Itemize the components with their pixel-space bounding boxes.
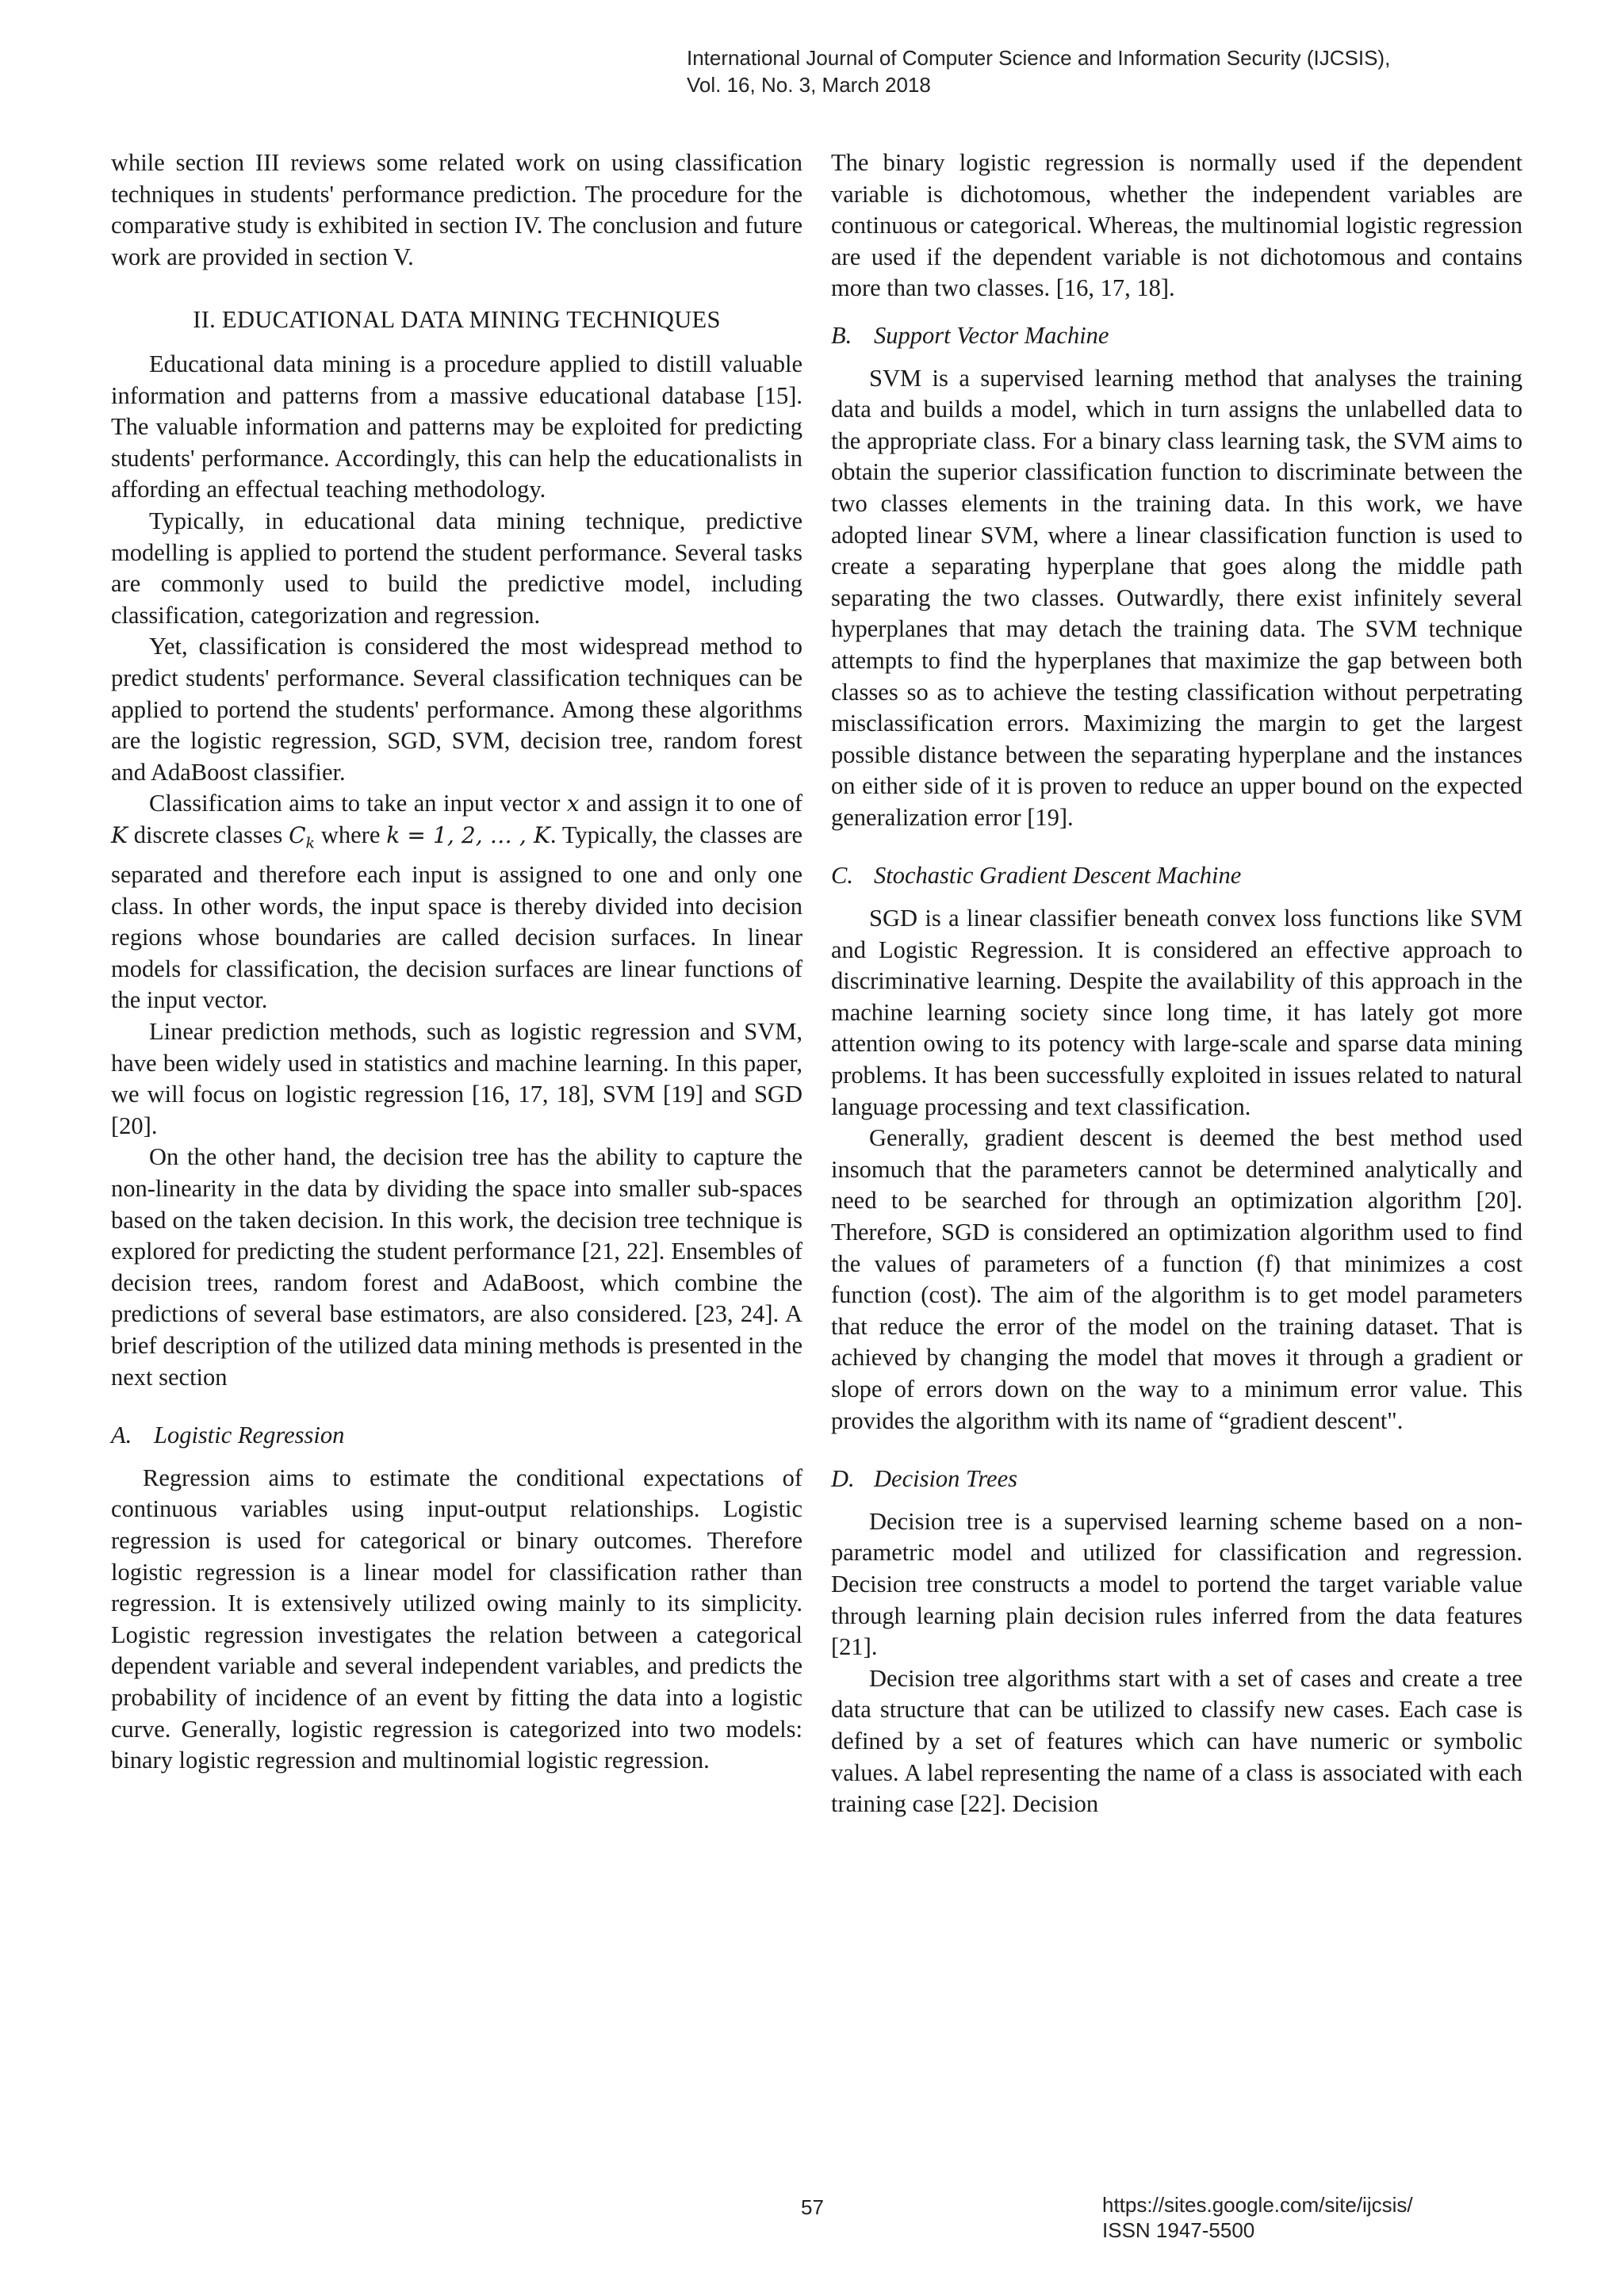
math-x: x xyxy=(566,790,580,817)
footer-issn: ISSN 1947-5500 xyxy=(1102,2218,1255,2242)
intro-paragraph: while section III reviews some related work on using classification techniques in students' performance prediction. The procedure for the comparative study is exhibited in section IV. The conclusion and future work are provided in section V. xyxy=(111,149,802,270)
footer-info xyxy=(1102,2192,1413,2243)
math-K: K xyxy=(111,821,128,848)
subsection-title-b: B. Support Vector Machine xyxy=(831,321,1109,349)
page-number: 57 xyxy=(801,2195,824,2219)
math-k-range: k = 1, 2, … , K xyxy=(386,821,550,848)
math-Ck: $C_k$ xyxy=(289,821,316,852)
paragraph: Regression aims to estimate the conditional expectations of continuous variables using input-output relationships. Logistic regression is used for categorical or binary outcomes. Therefore logistic regression is a linear model for classification rather than regression. It is extensively utilized owing mainly to its simplicity. Logistic regression investigates the relation between a categorical dependent variable and several independent variables, and predicts the probability of incidence of an event by fitting the data into a logistic curve. Generally, logistic regression is categorized into two models: binary logistic regression and multinomial logistic regression. xyxy=(111,1464,802,1774)
subsection-title-c: C. Stochastic Gradient Descent Machine xyxy=(831,862,1242,890)
footer-url: https://sites.google.com/site/ijcsis/ xyxy=(1102,2193,1413,2217)
paragraph: Typically, in educational data mining technique, predictive modelling is applied to portend the student performance. Several tasks are commonly used to build the predictive model, including classification, categorization and regression. xyxy=(111,507,802,629)
left-column xyxy=(111,147,802,1777)
section-title: II. EDUCATIONAL DATA MINING TECHNIQUES xyxy=(193,306,721,334)
paragraph: SGD is a linear classifier beneath convex loss functions like SVM and Logistic Regression. It is considered an effective approach to discriminative learning. Despite the availability of this approach in the machine learning society since long time, it has lately got more attention owing to its potency with large-scale and sparse data mining problems. It has been successfully exploited in issues related to natural language processing and text classification. xyxy=(831,905,1522,1120)
paragraph: Decision tree algorithms start with a set of cases and create a tree data structure that can be utilized to classify new cases. Each case is defined by a set of features which can have numeric or symbolic values. A label representing the name of a class is associated with each training case [22]. Decision xyxy=(831,1664,1522,1818)
subsection-title-d: D. Decision Trees xyxy=(831,1465,1018,1493)
journal-header-line2: Vol. 16, No. 3, March 2018 xyxy=(687,73,931,97)
paragraph: Yet, classification is considered the most widespread method to predict students' performance. Several classification techniques can be applied to portend the students' performance. Among these algorithms are the logistic regression, SGD, SVM, decision tree, random forest and AdaBoost classifier. xyxy=(111,633,802,786)
right-column xyxy=(831,147,1522,1820)
paragraph: The binary logistic regression is normally used if the dependent variable is dichotomous, whether the independent variables are continuous or categorical. Whereas, the multinomial logistic regression are used if the dependent variable is not dichotomous and contains more than two classes. [16, 17, 18]. xyxy=(831,149,1522,302)
paragraph: Educational data mining is a procedure applied to distill valuable information and patterns from a massive educational database [15]. The valuable information and patterns may be exploited for predicting students' performance. Accordingly, this can help the educationalists in affording an effectual teaching methodology. xyxy=(111,350,802,503)
journal-header-line1: International Journal of Computer Science and Information Security (IJCSIS), xyxy=(687,46,1391,70)
paragraph: On the other hand, the decision tree has the ability to capture the non-linearity in the data by dividing the space into smaller sub-spaces based on the taken decision. In this work, the decision tree technique is explored for predicting the student performance [21, 22]. Ensembles of decision trees, random forest and AdaBoost, which combine the predictions of several base estimators, are also considered. [23, 24]. A brief description of the utilized data mining methods is presented in the next section xyxy=(111,1143,802,1391)
subsection-title-a: A. Logistic Regression xyxy=(111,1422,345,1449)
paragraph: Generally, gradient descent is deemed the best method used insomuch that the parameters cannot be determined analytically and need to be searched for through an optimization algorithm [20]. Therefore, SGD is considered an optimization algorithm used to find the values of parameters of a function (f) that minimizes a cost function (cost). The aim of the algorithm is to get model parameters that reduce the error of the model on the training dataset. That is achieved by changing the model that moves it through a gradient or slope of errors down on the way to a minimum error value. This provides the algorithm with its name of “gradient descent". xyxy=(831,1124,1522,1434)
paragraph: SVM is a supervised learning method that analyses the training data and builds a model, which in turn assigns the unlabelled data to the appropriate class. For a binary class learning task, the SVM aims to obtain the superior classification function to discriminate between the two classes elements in the training data. In this work, we have adopted linear SVM, where a linear classification function is used to create a separating hyperplane that goes along the middle path separating the two classes. Outwardly, there exist infinitely several hyperplanes that may detach the training data. The SVM technique attempts to find the hyperplanes that maximize the gap between both classes so as to achieve the testing classification without perpetrating misclassification errors. Maximizing the margin to get the largest possible distance between the separating hyperplane and the instances on either side of it is proven to reduce an upper bound on the expected generalization error [19]. xyxy=(831,364,1522,831)
paragraph-classification: Classification aims to take an input vector x and assign it to one of K discrete classes $C_k$ where k = 1, 2, … , K. Typically, the classes are separated and therefore each input is assigned to one and only one class. In other words, the input space is thereby divided into decision regions whose boundaries are called decision surfaces. In linear models for classification, the decision surfaces are linear functions of the input vector. xyxy=(111,790,803,1014)
journal-header xyxy=(687,44,1390,98)
paragraph: Decision tree is a supervised learning scheme based on a non-parametric model and utilized for classification and regression. Decision tree constructs a model to portend the target variable value through learning plain decision rules inferred from the data features [21]. xyxy=(831,1507,1522,1661)
paragraph: Linear prediction methods, such as logistic regression and SVM, have been widely used in statistics and machine learning. In this paper, we will focus on logistic regression [16, 17, 18], SVM [19] and SGD [20]. xyxy=(111,1018,802,1139)
